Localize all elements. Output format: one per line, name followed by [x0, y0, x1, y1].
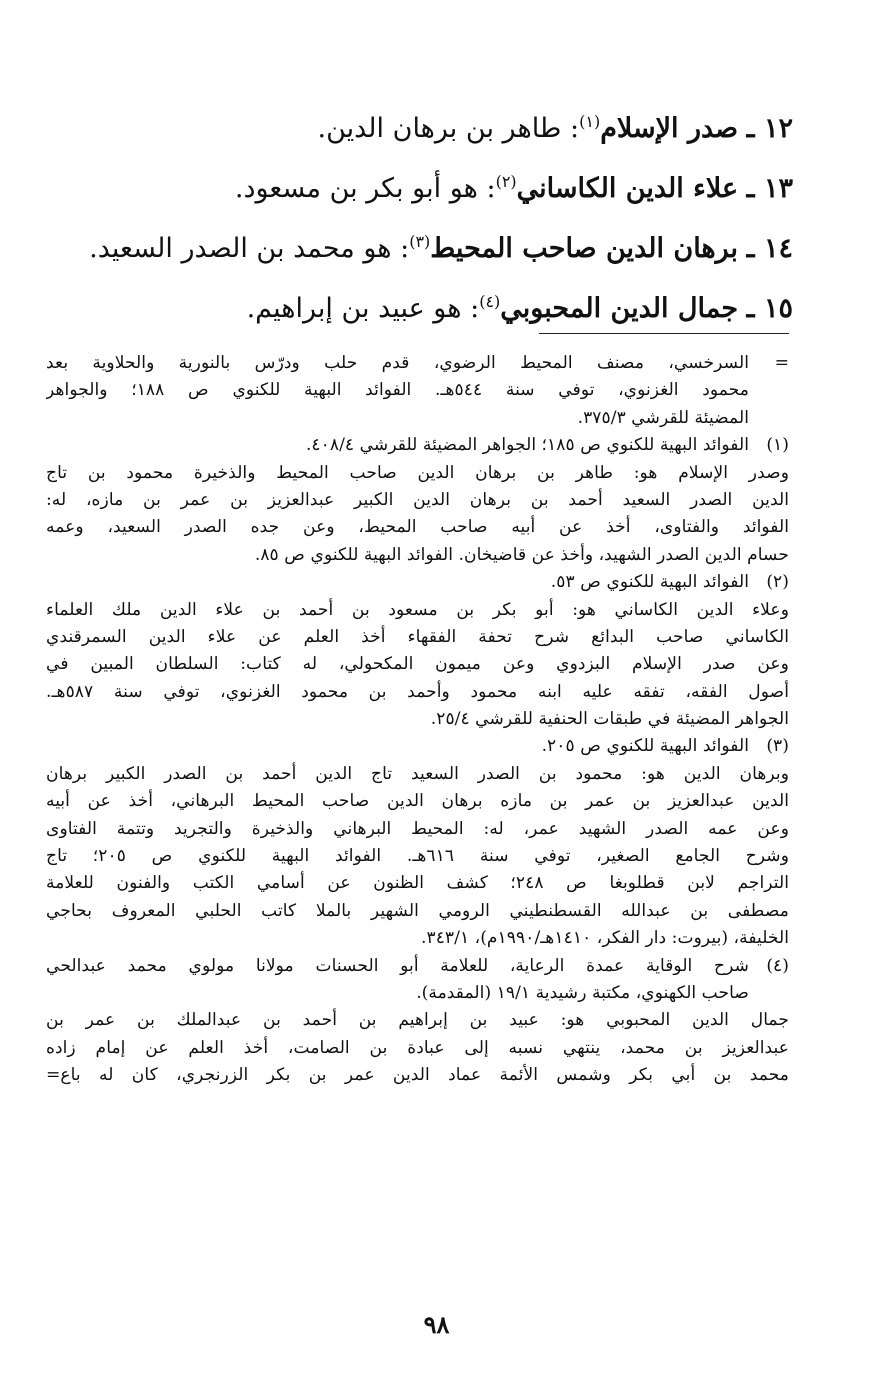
- footnote-line: الفوائد والفتاوى، أخذ عن أبيه صاحب المحيط، وعن جده الصدر السعيد، وعمه: [46, 517, 789, 538]
- footnote-mark: (٢): [766, 572, 789, 593]
- footnote-continuation: [46, 350, 789, 432]
- entry-13: [60, 152, 793, 212]
- entry-text: : هو محمد بن الصدر السعيد.: [89, 233, 410, 264]
- entry-15: [60, 272, 793, 332]
- entry-14: [60, 212, 793, 272]
- footnote-line: جمال الدين المحبوبي هو: عبيد بن إبراهيم بن أحمد بن عبدالملك بن عمر بن: [46, 1010, 789, 1031]
- footnote-line: السرخسي، مصنف المحيط الرضوي، قدم حلب ودرّس بالنورية والحلاوية بعد: [46, 353, 749, 373]
- footnote-line: وبرهان الدين هو: محمود بن الصدر السعيد تاج الدين أحمد بن الصدر الكبير برهان: [46, 763, 789, 784]
- entry-number: ١٤ ـ: [746, 233, 793, 264]
- entry-text: : هو أبو بكر بن مسعود.: [234, 173, 496, 204]
- footnote-ref[interactable]: (١): [579, 112, 601, 131]
- footnote-line: عبدالعزيز بن محمد، ينتهي نسبه إلى عبادة بن الصامت، أخذ العلم عن إمام زاده: [46, 1037, 789, 1058]
- footnote-line: الدين عبدالعزيز بن عمر بن مازه برهان الدين صاحب المحيط البرهاني، أخذ عن أبيه: [46, 791, 789, 812]
- entry-name: علاء الدين الكاساني: [516, 173, 739, 204]
- footnote-line: وعلاء الدين الكاساني هو: أبو بكر بن مسعود بن أحمد بن علاء الدين ملك العلماء: [46, 599, 789, 620]
- footnote-mark: =: [774, 353, 789, 373]
- footnote-line: شرح الوقاية عمدة الرعاية، للعلامة أبو الحسنات مولانا مولوي محمد عبدالحي: [46, 955, 749, 976]
- footnote-2: [46, 569, 789, 733]
- footnote-line: محمد بن أبي بكر وشمس الأئمة عماد الدين عمر بن بكر الزرنجري، كان له باع=: [46, 1065, 789, 1086]
- footnote-line: وعن عمه الصدر الشهيد عمر، له: المحيط البرهاني والذخيرة والتجريد وتتمة الفتاوى: [46, 818, 789, 839]
- footnote-ref[interactable]: (٣): [409, 232, 431, 251]
- footnote-line: محمود الغزنوي، توفي سنة ٥٤٤هـ. الفوائد البهية للكنوي ص ١٨٨؛ والجواهر: [46, 380, 749, 401]
- footnotes: [46, 350, 789, 1090]
- footnote-line: وشرح الجامع الصغير، توفي سنة ٦١٦هـ. الفوائد البهية للكنوي ص ٢٠٥؛ تاج: [46, 846, 789, 867]
- footnote-line: حسام الدين الصدر الشهيد، وأخذ عن قاضيخان. الفوائد البهية للكنوي ص ٨٥.: [254, 544, 789, 565]
- footnote-ref[interactable]: (٤): [479, 292, 501, 311]
- footnote-line: أصول الفقه، تفقه عليه ابنه محمود وأحمد بن محمود الغزنوي، توفي سنة ٥٨٧هـ.: [46, 681, 789, 702]
- footnote-mark: (١): [766, 435, 789, 456]
- entry-number: ١٣ ـ: [746, 173, 793, 204]
- entry-text: : هو عبيد بن إبراهيم.: [246, 293, 480, 324]
- footnote-line: صاحب الكهنوي، مكتبة رشيدية ١٩/١ (المقدمة).: [416, 982, 749, 1003]
- footnote-mark: (٣): [766, 736, 789, 757]
- footnote-line: المضيئة للقرشي ٣٧٥/٣.: [577, 407, 749, 428]
- footnote-ref[interactable]: (٢): [495, 172, 517, 191]
- footnote-line: مصطفى بن عبدالله القسطنطيني الرومي الشهير بالملا كاتب الحلبي المعروف بحاجي: [46, 900, 789, 921]
- entry-12: [60, 92, 793, 152]
- main-text: [60, 92, 793, 332]
- entry-number: ١٥ ـ: [746, 293, 793, 324]
- footnote-line: الخليفة، (بيروت: دار الفكر، ١٤١٠هـ/١٩٩٠م)، ٣٤٣/١.: [421, 928, 789, 949]
- entry-name: جمال الدين المحبوبي: [500, 293, 739, 324]
- footnote-line: الدين الصدر السعيد أحمد بن برهان الدين الكبير عبدالعزيز بن عمر بن مازه، له:: [46, 489, 789, 510]
- footnote-line: الفوائد البهية للكنوي ص ٥٣.: [550, 572, 749, 593]
- entry-number: ١٢ ـ: [746, 113, 793, 144]
- entry-text: : طاهر بن برهان الدين.: [317, 113, 580, 144]
- page-number: ٩٨: [423, 1310, 450, 1339]
- footnote-line: الكاساني صاحب البدائع شرح تحفة الفقهاء أخذ العلم عن علاء الدين السمرقندي: [46, 626, 789, 647]
- entry-name: برهان الدين صاحب المحيط: [430, 233, 739, 264]
- entry-name: صدر الإسلام: [600, 113, 739, 144]
- footnote-separator: [539, 333, 789, 334]
- footnote-4: [46, 953, 789, 1090]
- footnote-line: الفوائد البهية للكنوي ص ٢٠٥.: [541, 736, 749, 757]
- footnote-line: وعن صدر الإسلام البزدوي وعن ميمون المكحولي، له كتاب: السلطان المبين في: [46, 654, 789, 675]
- footnote-mark: (٤): [766, 955, 789, 976]
- footnote-line: الفوائد البهية للكنوي ص ١٨٥؛ الجواهر المضيئة للقرشي ٤٠٨/٤.: [305, 435, 749, 456]
- footnote-line: التراجم لابن قطلوبغا ص ٢٤٨؛ كشف الظنون عن أسامي الكتب والفنون للعلامة: [46, 873, 789, 894]
- footnote-3: [46, 733, 789, 952]
- footnote-line: وصدر الإسلام هو: طاهر بن برهان الدين صاحب المحيط والذخيرة محمود بن تاج: [46, 462, 789, 483]
- footnote-1: [46, 432, 789, 569]
- footnote-line: الجواهر المضيئة في طبقات الحنفية للقرشي ٢٥/٤.: [430, 709, 789, 730]
